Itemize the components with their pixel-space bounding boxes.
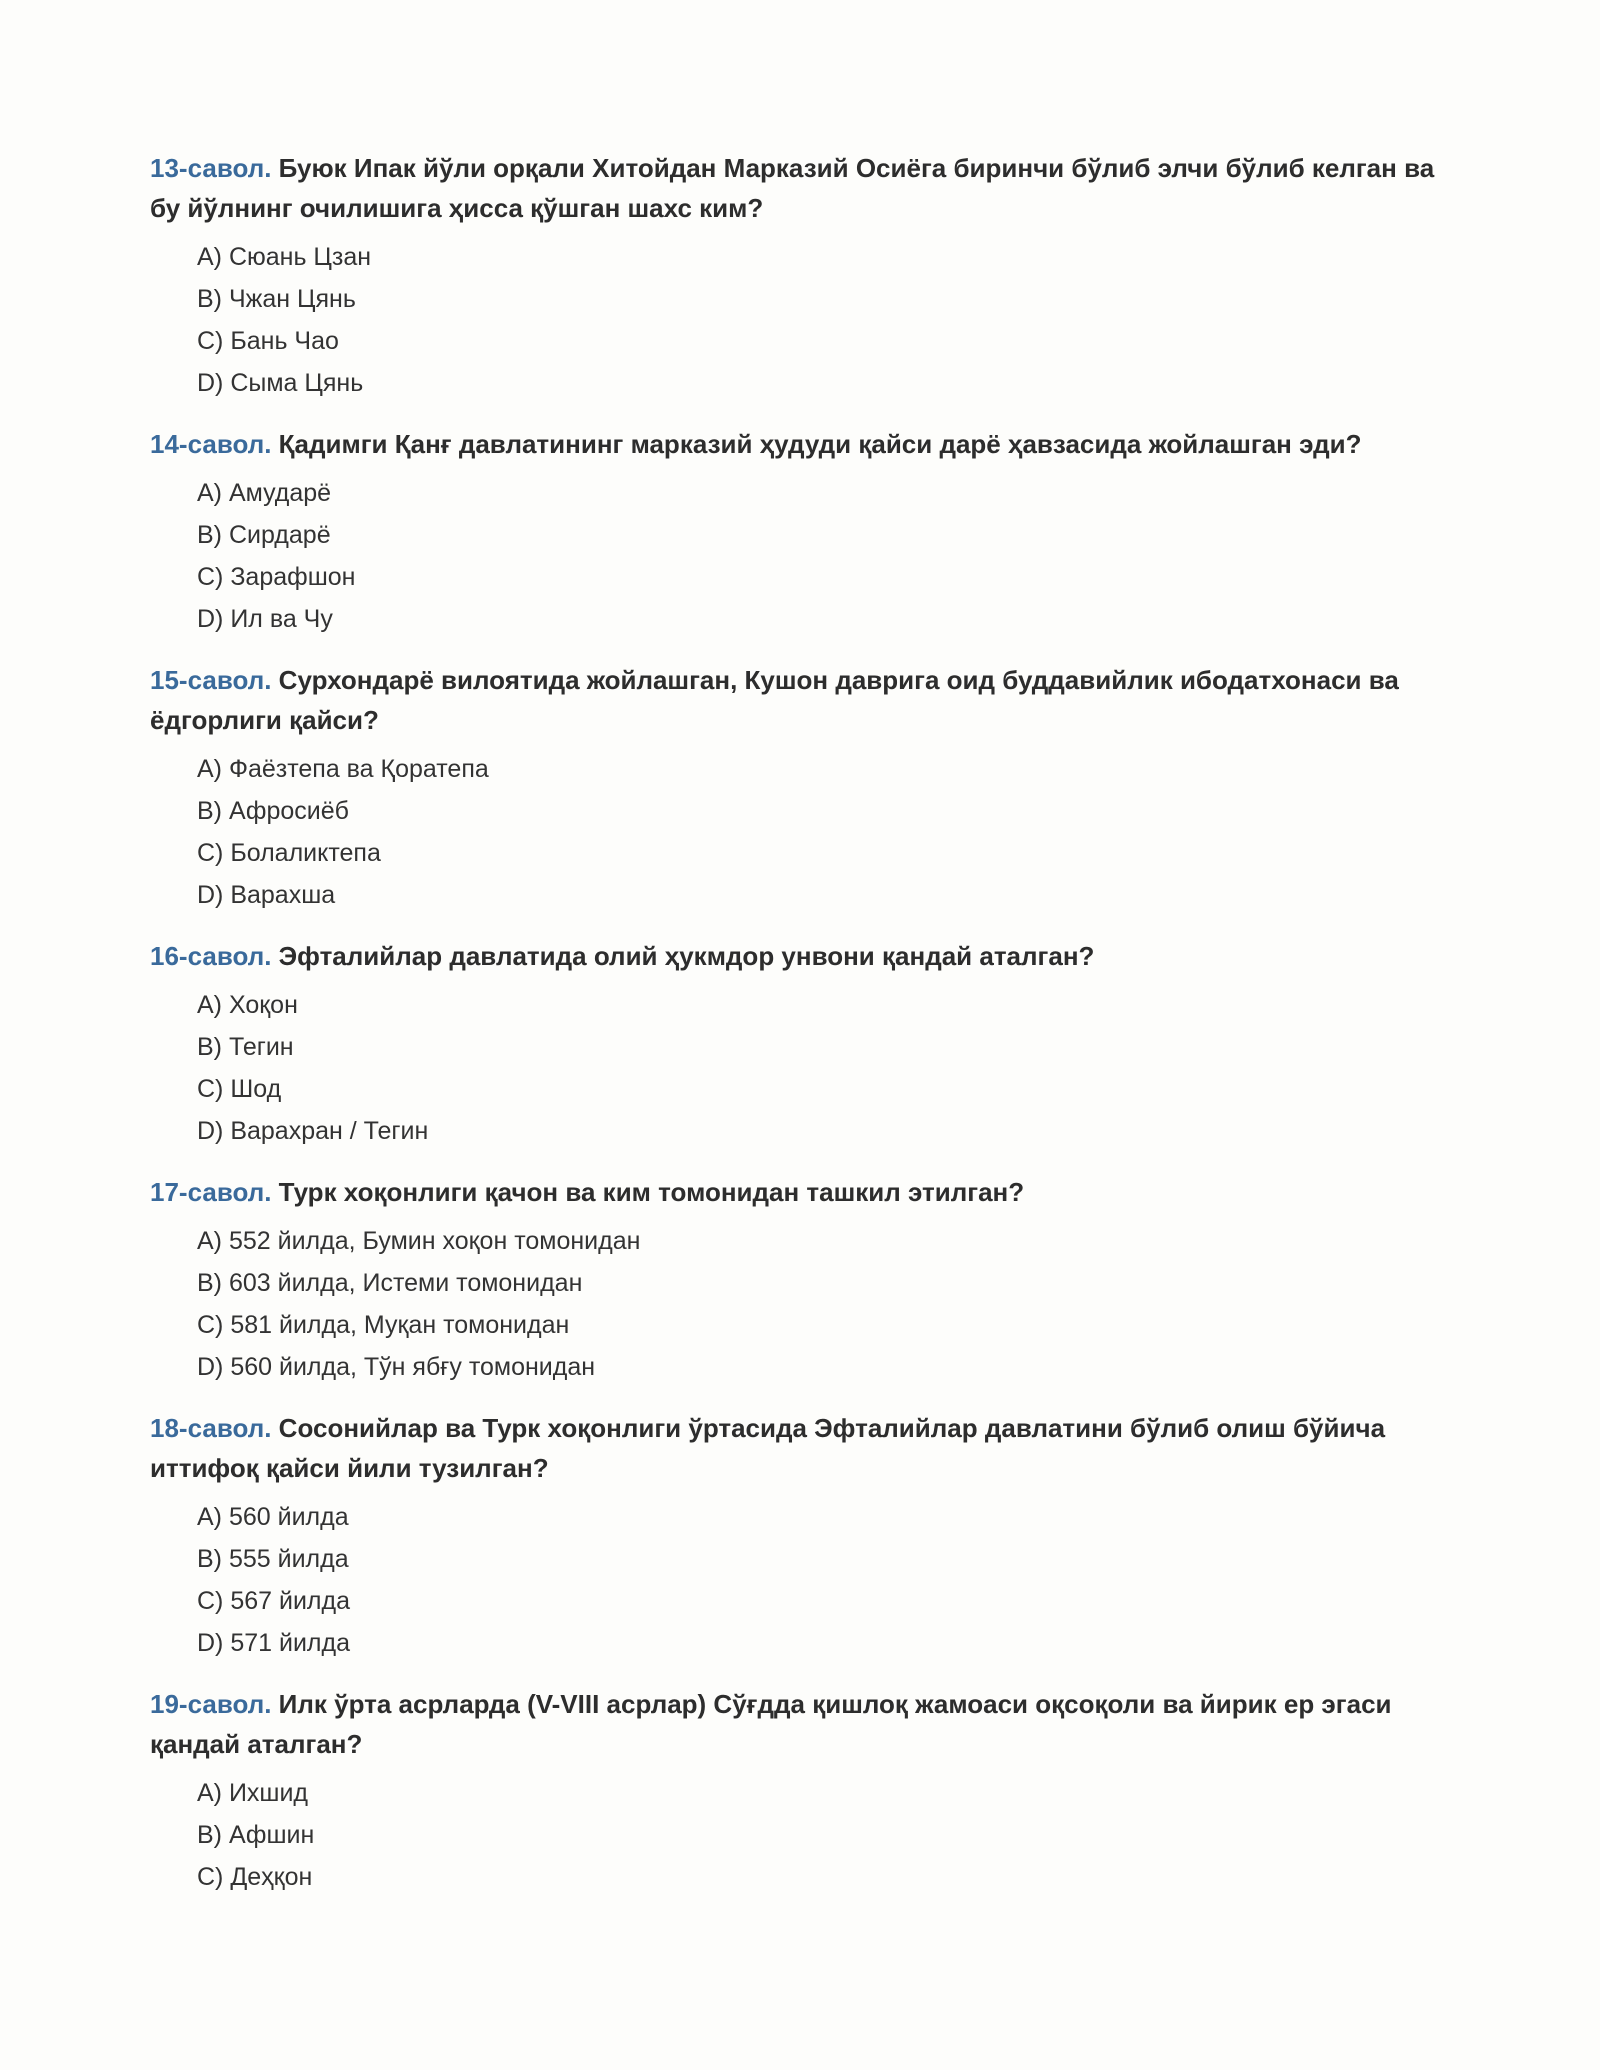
option-b: B) Афшин: [197, 1821, 315, 1849]
question-number: 19-савол.: [150, 1689, 272, 1719]
question-19: [150, 1684, 1450, 1898]
question-17: [150, 1172, 1450, 1388]
option-c: C) 567 йилда: [197, 1587, 350, 1615]
options-list: [150, 1496, 1450, 1664]
option-b: B) 603 йилда, Истеми томонидан: [197, 1269, 583, 1297]
options-list: [150, 1772, 1450, 1898]
question-body: Сосонийлар ва Турк хоқонлиги ўртасида Эфталийлар давлатини бўлиб олиш бўйича иттифоқ қайси йили тузилган?: [150, 1413, 1386, 1483]
question-list: [150, 148, 1450, 1918]
option-d: D) Ил ва Чу: [197, 605, 333, 633]
question-text: [150, 148, 1450, 228]
question-text: [150, 1684, 1450, 1764]
options-list: [150, 1220, 1450, 1388]
question-body: Буюк Ипак йўли орқали Хитойдан Марказий Осиёга биринчи бўлиб элчи бўлиб келган ва бу йўлнинг очилишига ҳисса қўшган шахс ким?: [150, 153, 1435, 223]
option-c: C) Бань Чао: [197, 327, 339, 355]
question-body: Эфталийлар давлатида олий ҳукмдор унвони қандай аталган?: [278, 941, 1095, 971]
option-c: C) Шод: [197, 1075, 282, 1103]
option-d: D) Сыма Цянь: [197, 369, 364, 397]
question-14: [150, 424, 1450, 640]
option-a: A) 552 йилда, Бумин хоқон томонидан: [197, 1227, 641, 1255]
option-b: B) Чжан Цянь: [197, 285, 356, 313]
options-list: [150, 748, 1450, 916]
option-b: B) Афросиёб: [197, 797, 349, 825]
option-c: C) Болаликтепа: [197, 839, 381, 867]
option-a: A) 560 йилда: [197, 1503, 349, 1531]
question-text: [150, 1408, 1450, 1488]
question-body: Турк хоқонлиги қачон ва ким томонидан ташкил этилган?: [278, 1177, 1025, 1207]
option-a: A) Амударё: [197, 479, 332, 507]
question-text: [150, 424, 1450, 464]
option-b: B) 555 йилда: [197, 1545, 349, 1573]
option-d: D) Варахран / Тегин: [197, 1117, 429, 1145]
option-a: A) Ихшид: [197, 1779, 309, 1807]
option-c: C) Зарафшон: [197, 563, 356, 591]
option-d: D) 560 йилда, Тўн ябғу томонидан: [197, 1353, 596, 1381]
question-13: [150, 148, 1450, 404]
option-b: B) Тегин: [197, 1033, 294, 1061]
option-a: A) Сюань Цзан: [197, 243, 372, 271]
option-c: C) Деҳқон: [197, 1863, 313, 1891]
question-text: [150, 660, 1450, 740]
option-a: A) Хоқон: [197, 991, 298, 1019]
options-list: [150, 236, 1450, 404]
options-list: [150, 984, 1450, 1152]
options-list: [150, 472, 1450, 640]
question-number: 14-савол.: [150, 429, 272, 459]
question-text: [150, 936, 1450, 976]
question-number: 16-савол.: [150, 941, 272, 971]
question-number: 17-савол.: [150, 1177, 272, 1207]
question-text: [150, 1172, 1450, 1212]
option-d: D) Варахша: [197, 881, 336, 909]
option-a: A) Фаёзтепа ва Қоратепа: [197, 755, 489, 783]
question-15: [150, 660, 1450, 916]
question-number: 15-савол.: [150, 665, 272, 695]
question-body: Қадимги Қанғ давлатининг марказий ҳудуди қайси дарё ҳавзасида жойлашган эди?: [278, 429, 1362, 459]
question-number: 13-савол.: [150, 153, 272, 183]
question-18: [150, 1408, 1450, 1664]
question-number: 18-савол.: [150, 1413, 272, 1443]
question-body: Сурхондарё вилоятида жойлашган, Кушон даврига оид буддавийлик ибодатхонаси ва ёдгорлиги қайси?: [150, 665, 1399, 735]
question-body: Илк ўрта асрларда (V-VIII асрлар) Сўғдда қишлоқ жамоаси оқсоқоли ва йирик ер эгаси қандай аталган?: [150, 1689, 1392, 1759]
question-16: [150, 936, 1450, 1152]
option-d: D) 571 йилда: [197, 1629, 350, 1657]
option-c: C) 581 йилда, Муқан томонидан: [197, 1311, 570, 1339]
option-b: B) Сирдарё: [197, 521, 331, 549]
